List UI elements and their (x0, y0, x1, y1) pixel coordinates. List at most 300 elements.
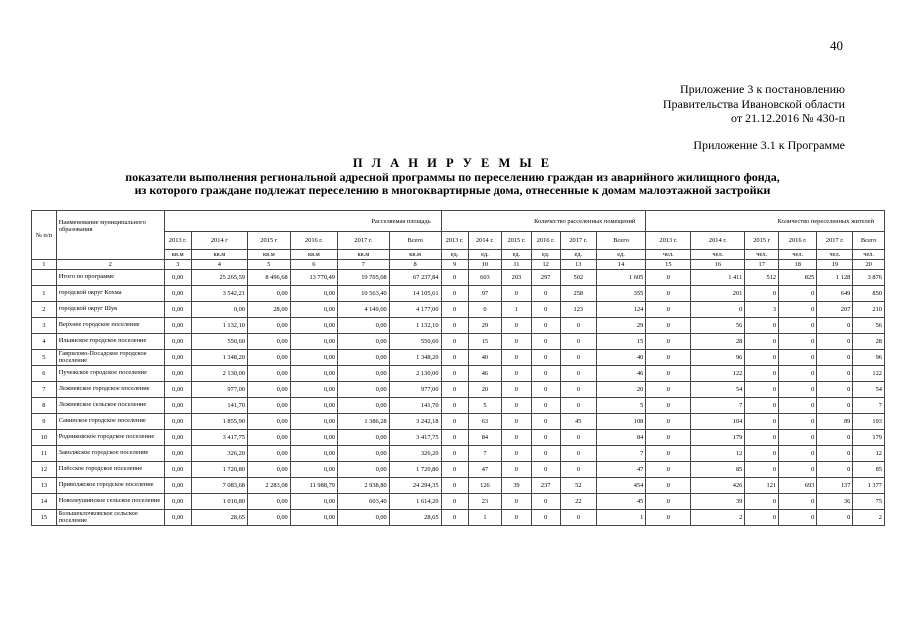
table-cell: 19 705,08 (338, 270, 390, 286)
table-cell: 0,00 (290, 462, 337, 478)
table-cell: 0 (817, 366, 853, 382)
indicators-table (31, 210, 885, 526)
table-cell: 0 (817, 334, 853, 350)
table-cell: 3 242,18 (389, 414, 441, 430)
row-number: 13 (32, 478, 57, 494)
municipality-name: Новолеушинское сельское поселение (56, 494, 164, 510)
table-row (32, 430, 885, 446)
area-unit-header: кв.м (164, 250, 191, 260)
table-cell: 0,00 (164, 446, 191, 462)
table-cell: 54 (853, 382, 885, 398)
table-row (32, 270, 885, 286)
table-cell: 0 (745, 430, 779, 446)
table-cell: 0 (560, 350, 596, 366)
municipality-name: Ильинское городское поселение (56, 334, 164, 350)
table-cell: 512 (745, 270, 779, 286)
area-unit-header: кв.м (290, 250, 337, 260)
table-cell: 29 (596, 318, 646, 334)
rooms-year-header: Всего (596, 232, 646, 250)
table-cell: 0 (502, 462, 531, 478)
municipality-name: Большеклочковское сельское поселение (56, 510, 164, 526)
table-cell: 2 130,00 (389, 366, 441, 382)
table-cell: 0 (745, 446, 779, 462)
table-cell: 297 (531, 270, 560, 286)
table-cell: 0 (441, 478, 468, 494)
table-cell: 0 (531, 414, 560, 430)
table-cell: 54 (691, 382, 745, 398)
table-cell: 84 (596, 430, 646, 446)
table-row (32, 302, 885, 318)
table-cell: 0 (531, 350, 560, 366)
table-cell: 0,00 (290, 446, 337, 462)
area-unit-header: кв.м (191, 250, 247, 260)
table-cell: 0,00 (338, 398, 390, 414)
column-number: 15 (646, 260, 691, 270)
table-cell: 0 (531, 382, 560, 398)
table-cell: 84 (468, 430, 502, 446)
table-cell: 0 (779, 366, 817, 382)
row-number: 11 (32, 446, 57, 462)
table-cell: 0,00 (338, 510, 390, 526)
table-cell: 0,00 (338, 430, 390, 446)
table-cell: 3 417,75 (191, 430, 247, 446)
table-cell: 0,00 (248, 350, 291, 366)
table-cell: 0 (745, 382, 779, 398)
document-heading (0, 157, 905, 198)
table-cell: 0 (779, 494, 817, 510)
table-cell: 0 (502, 510, 531, 526)
table-cell: 0 (745, 414, 779, 430)
heading-line-2: из которого граждане подлежат переселению в многоквартирные дома, отнесенные к домам малоэтажной застройки (134, 183, 771, 197)
table-cell: 0 (531, 462, 560, 478)
table-cell: 0 (779, 446, 817, 462)
table-cell: 28 (853, 334, 885, 350)
table-cell: 0 (745, 510, 779, 526)
table-cell: 0 (441, 430, 468, 446)
table-cell: 0 (531, 334, 560, 350)
column-number: 7 (338, 260, 390, 270)
table-cell: 603 (468, 270, 502, 286)
table-cell: 0 (502, 350, 531, 366)
table-cell: 0 (779, 462, 817, 478)
column-number: 14 (596, 260, 646, 270)
table-cell: 0,00 (164, 478, 191, 494)
municipality-name: Савинское городское поселение (56, 414, 164, 430)
table-cell: 0 (531, 302, 560, 318)
table-cell: 46 (468, 366, 502, 382)
table-cell: 0,00 (290, 302, 337, 318)
table-cell: 0 (817, 398, 853, 414)
table-cell: 0,00 (164, 302, 191, 318)
table-cell: 237 (531, 478, 560, 494)
area-year-header: 2013 г. (164, 232, 191, 250)
table-cell: 0 (779, 334, 817, 350)
table-cell: 0 (646, 382, 691, 398)
table-cell: 0 (531, 430, 560, 446)
table-cell: 1 855,90 (191, 414, 247, 430)
table-cell: 7 (596, 446, 646, 462)
table-cell: 193 (853, 414, 885, 430)
table-cell: 603,40 (338, 494, 390, 510)
table-cell: 47 (596, 462, 646, 478)
table-cell: 28,65 (389, 510, 441, 526)
table-cell: 0 (779, 286, 817, 302)
table-cell: 0 (817, 446, 853, 462)
area-year-header: 2014 г (191, 232, 247, 250)
table-cell: 0,00 (290, 494, 337, 510)
table-cell: 4 177,00 (389, 302, 441, 318)
appendix-line-1: Приложение 3 к постановлению (679, 82, 845, 96)
table-cell: 0 (441, 318, 468, 334)
rooms-year-header: 2013 г. (441, 232, 468, 250)
table-cell: 1 614,20 (389, 494, 441, 510)
table-cell: 20 (596, 382, 646, 398)
row-number: 14 (32, 494, 57, 510)
rooms-unit-header: ед. (468, 250, 502, 260)
group-area-header: Расселяемая площадь (164, 211, 441, 232)
table-cell: 2 (853, 510, 885, 526)
table-cell: 89 (817, 414, 853, 430)
table-cell: 45 (596, 494, 646, 510)
table-cell: 0 (646, 414, 691, 430)
table-cell: 1 132,10 (191, 318, 247, 334)
table-cell: 0 (531, 398, 560, 414)
table-cell: 201 (691, 286, 745, 302)
table-cell: 0,00 (248, 414, 291, 430)
table-cell: 0 (531, 318, 560, 334)
municipality-name: городской округ Шуя (56, 302, 164, 318)
municipality-name: Пучежское городское поселение (56, 366, 164, 382)
table-cell: 0,00 (164, 270, 191, 286)
table-cell: 1 128 (817, 270, 853, 286)
table-cell: 0 (502, 430, 531, 446)
table-cell: 12 (691, 446, 745, 462)
table-cell: 0 (441, 270, 468, 286)
table-cell: 0,00 (248, 510, 291, 526)
table-cell: 550,60 (191, 334, 247, 350)
row-number: 6 (32, 366, 57, 382)
municipality-name: Итого по программе (56, 270, 164, 286)
table-cell: 7 083,68 (191, 478, 247, 494)
rooms-unit-header: ед. (560, 250, 596, 260)
table-cell: 3 876 (853, 270, 885, 286)
row-number: 1 (32, 286, 57, 302)
table-cell: 0 (502, 318, 531, 334)
table-cell: 0,00 (290, 414, 337, 430)
row-number: 15 (32, 510, 57, 526)
table-cell: 1 605 (596, 270, 646, 286)
row-number: 4 (32, 334, 57, 350)
table-cell: 0 (646, 462, 691, 478)
table-cell: 104 (691, 414, 745, 430)
column-number: 18 (779, 260, 817, 270)
table-cell: 0,00 (164, 510, 191, 526)
table-cell: 1 720,80 (191, 462, 247, 478)
table-cell: 0 (502, 334, 531, 350)
table-cell: 207 (817, 302, 853, 318)
group-rooms-header: Количество расселенных помещений (441, 211, 646, 232)
table-cell: 326,20 (191, 446, 247, 462)
table-cell: 203 (502, 270, 531, 286)
table-cell: 12 (853, 446, 885, 462)
table-row (32, 286, 885, 302)
table-cell: 179 (853, 430, 885, 446)
column-number: 1 (32, 260, 57, 270)
table-row (32, 446, 885, 462)
table-cell: 7 (853, 398, 885, 414)
table-row (32, 494, 885, 510)
table-cell: 11 988,79 (290, 478, 337, 494)
table-cell: 0 (779, 382, 817, 398)
row-number: 3 (32, 318, 57, 334)
table-cell: 0 (531, 494, 560, 510)
table-cell: 0 (531, 366, 560, 382)
table-cell: 0,00 (290, 398, 337, 414)
table-cell: 0,00 (164, 350, 191, 366)
table-cell: 0,00 (338, 350, 390, 366)
table-cell: 56 (691, 318, 745, 334)
area-unit-header: кв.м (389, 250, 441, 260)
people-year-header: Всего (853, 232, 885, 250)
table-cell: 1 (596, 510, 646, 526)
table-cell: 13 770,49 (290, 270, 337, 286)
table-cell: 0 (817, 350, 853, 366)
table-cell: 0 (745, 286, 779, 302)
table-cell: 0 (502, 446, 531, 462)
appendix-line-2: Правительства Ивановской области (662, 96, 845, 111)
table-cell: 47 (468, 462, 502, 478)
table-row (32, 478, 885, 494)
table-cell: 1 348,20 (389, 350, 441, 366)
table-cell: 0 (745, 366, 779, 382)
rooms-unit-header: ед. (531, 250, 560, 260)
column-number: 4 (191, 260, 247, 270)
table-row (32, 318, 885, 334)
table-cell: 0 (646, 286, 691, 302)
table-cell: 0 (646, 318, 691, 334)
table-cell: 0 (531, 446, 560, 462)
table-cell: 0 (646, 398, 691, 414)
table-cell: 0 (502, 414, 531, 430)
table-cell: 0 (646, 302, 691, 318)
table-cell: 0,00 (164, 494, 191, 510)
table-cell: 426 (691, 478, 745, 494)
people-unit-header: чел. (817, 250, 853, 260)
people-year-header: 2017 г. (817, 232, 853, 250)
table-cell: 1 132,10 (389, 318, 441, 334)
table-cell: 0 (441, 398, 468, 414)
table-cell: 0 (646, 446, 691, 462)
table-cell: 0 (817, 430, 853, 446)
table-cell: 0 (502, 286, 531, 302)
table-cell: 0 (502, 366, 531, 382)
table-cell: 1 411 (691, 270, 745, 286)
column-number: 13 (560, 260, 596, 270)
table-cell: 210 (853, 302, 885, 318)
area-year-header: Всего (389, 232, 441, 250)
table-cell: 39 (691, 494, 745, 510)
table-cell: 28 (691, 334, 745, 350)
table-cell: 0 (817, 510, 853, 526)
table-row (32, 350, 885, 366)
table-cell: 7 (691, 398, 745, 414)
area-year-header: 2016 г. (290, 232, 337, 250)
table-cell: 0,00 (290, 318, 337, 334)
table-cell: 0,00 (164, 318, 191, 334)
table-cell: 45 (560, 414, 596, 430)
table-cell: 85 (691, 462, 745, 478)
column-number: 19 (817, 260, 853, 270)
table-cell: 28,00 (248, 302, 291, 318)
table-cell: 0 (502, 494, 531, 510)
area-year-header: 2017 г. (338, 232, 390, 250)
row-number: 10 (32, 430, 57, 446)
table-cell: 0 (745, 334, 779, 350)
table-cell: 122 (853, 366, 885, 382)
table-cell: 179 (691, 430, 745, 446)
table-row (32, 366, 885, 382)
table-cell: 1 386,28 (338, 414, 390, 430)
column-number: 17 (745, 260, 779, 270)
table-cell: 0,00 (290, 350, 337, 366)
page-number: 40 (830, 38, 843, 53)
table-cell: 52 (560, 478, 596, 494)
column-number: 20 (853, 260, 885, 270)
table-cell: 23 (468, 494, 502, 510)
table-cell: 108 (596, 414, 646, 430)
row-number: 9 (32, 414, 57, 430)
table-cell: 0,00 (248, 446, 291, 462)
table-cell: 126 (468, 478, 502, 494)
table-cell: 0 (441, 494, 468, 510)
row-number: 7 (32, 382, 57, 398)
table-cell: 40 (596, 350, 646, 366)
table-cell: 5 (596, 398, 646, 414)
table-cell: 0 (502, 382, 531, 398)
municipality-name: Родниковское городское поселение (56, 430, 164, 446)
table-cell: 0 (779, 302, 817, 318)
table-cell: 0,00 (248, 494, 291, 510)
table-cell: 0,00 (164, 382, 191, 398)
rooms-year-header: 2017 г. (560, 232, 596, 250)
table-cell: 0 (779, 430, 817, 446)
column-number: 3 (164, 260, 191, 270)
table-cell: 0,00 (191, 302, 247, 318)
table-cell: 0 (560, 334, 596, 350)
municipality-name: Заволжское городское поселение (56, 446, 164, 462)
rooms-unit-header: ед. (596, 250, 646, 260)
table-cell: 0,00 (164, 430, 191, 446)
table-cell: 649 (817, 286, 853, 302)
municipality-name: городской округ Кохма (56, 286, 164, 302)
table-cell: 0,00 (164, 398, 191, 414)
table-cell: 36 (817, 494, 853, 510)
table-cell: 28,65 (191, 510, 247, 526)
table-cell: 0,00 (290, 382, 337, 398)
table-cell: 15 (596, 334, 646, 350)
table-cell: 0,00 (164, 286, 191, 302)
table-cell: 123 (560, 302, 596, 318)
table-cell: 85 (853, 462, 885, 478)
table-cell: 0 (779, 350, 817, 366)
table-cell: 0,00 (248, 334, 291, 350)
appendix-line-3: от 21.12.2016 № 430-п (731, 111, 845, 125)
col-no-header: № п/п (32, 211, 57, 260)
table-cell: 0 (745, 318, 779, 334)
table-cell: 0 (779, 510, 817, 526)
rooms-year-header: 2016 г. (531, 232, 560, 250)
table-row (32, 382, 885, 398)
table-cell: 0,00 (290, 430, 337, 446)
table-cell: 1 377 (853, 478, 885, 494)
column-number: 2 (56, 260, 164, 270)
table-cell: 502 (560, 270, 596, 286)
row-number: 12 (32, 462, 57, 478)
table-cell: 96 (853, 350, 885, 366)
rooms-unit-header: ед. (441, 250, 468, 260)
people-unit-header: чел. (779, 250, 817, 260)
table-cell: 850 (853, 286, 885, 302)
table-cell: 0 (646, 334, 691, 350)
table-cell: 0 (441, 510, 468, 526)
table-cell: 1 (502, 302, 531, 318)
table-cell: 693 (779, 478, 817, 494)
table-cell: 10 563,40 (338, 286, 390, 302)
table-cell: 0 (441, 350, 468, 366)
table-cell: 0 (531, 286, 560, 302)
table-cell: 63 (468, 414, 502, 430)
table-cell: 977,00 (191, 382, 247, 398)
table-cell: 0 (646, 478, 691, 494)
table-cell: 0,00 (248, 430, 291, 446)
table-cell: 2 938,80 (338, 478, 390, 494)
table-cell: 0 (745, 462, 779, 478)
table-cell: 0,00 (290, 334, 337, 350)
people-year-header: 2014 г. (691, 232, 745, 250)
table-cell: 0 (779, 318, 817, 334)
table-cell: 0,00 (164, 414, 191, 430)
people-unit-header: чел. (646, 250, 691, 260)
table-cell: 22 (560, 494, 596, 510)
table-cell: 0 (817, 462, 853, 478)
rooms-year-header: 2014 г. (468, 232, 502, 250)
column-number: 8 (389, 260, 441, 270)
table-cell: 3 417,75 (389, 430, 441, 446)
table-cell: 0 (560, 398, 596, 414)
column-number: 12 (531, 260, 560, 270)
column-number: 10 (468, 260, 502, 270)
table-cell: 5 (468, 398, 502, 414)
table-cell: 0 (468, 302, 502, 318)
municipality-name: Лежневское сельское поселение (56, 398, 164, 414)
table-cell: 124 (596, 302, 646, 318)
table-cell: 0 (646, 350, 691, 366)
people-year-header: 2015 г (745, 232, 779, 250)
col-name-header: Наименование муниципального образования (56, 211, 164, 260)
table-cell: 121 (745, 478, 779, 494)
table-cell: 0 (691, 302, 745, 318)
table-cell: 0 (441, 366, 468, 382)
table-cell: 2 130,00 (191, 366, 247, 382)
table-cell: 14 105,61 (389, 286, 441, 302)
table-row (32, 414, 885, 430)
table-container (31, 210, 885, 526)
table-cell: 0,00 (338, 382, 390, 398)
heading-line-1: показатели выполнения региональной адресной программы по переселению граждан из аварийного жилищного фонда, (125, 169, 780, 184)
table-cell: 0 (560, 510, 596, 526)
table-cell: 0,00 (248, 366, 291, 382)
table-cell: 15 (468, 334, 502, 350)
